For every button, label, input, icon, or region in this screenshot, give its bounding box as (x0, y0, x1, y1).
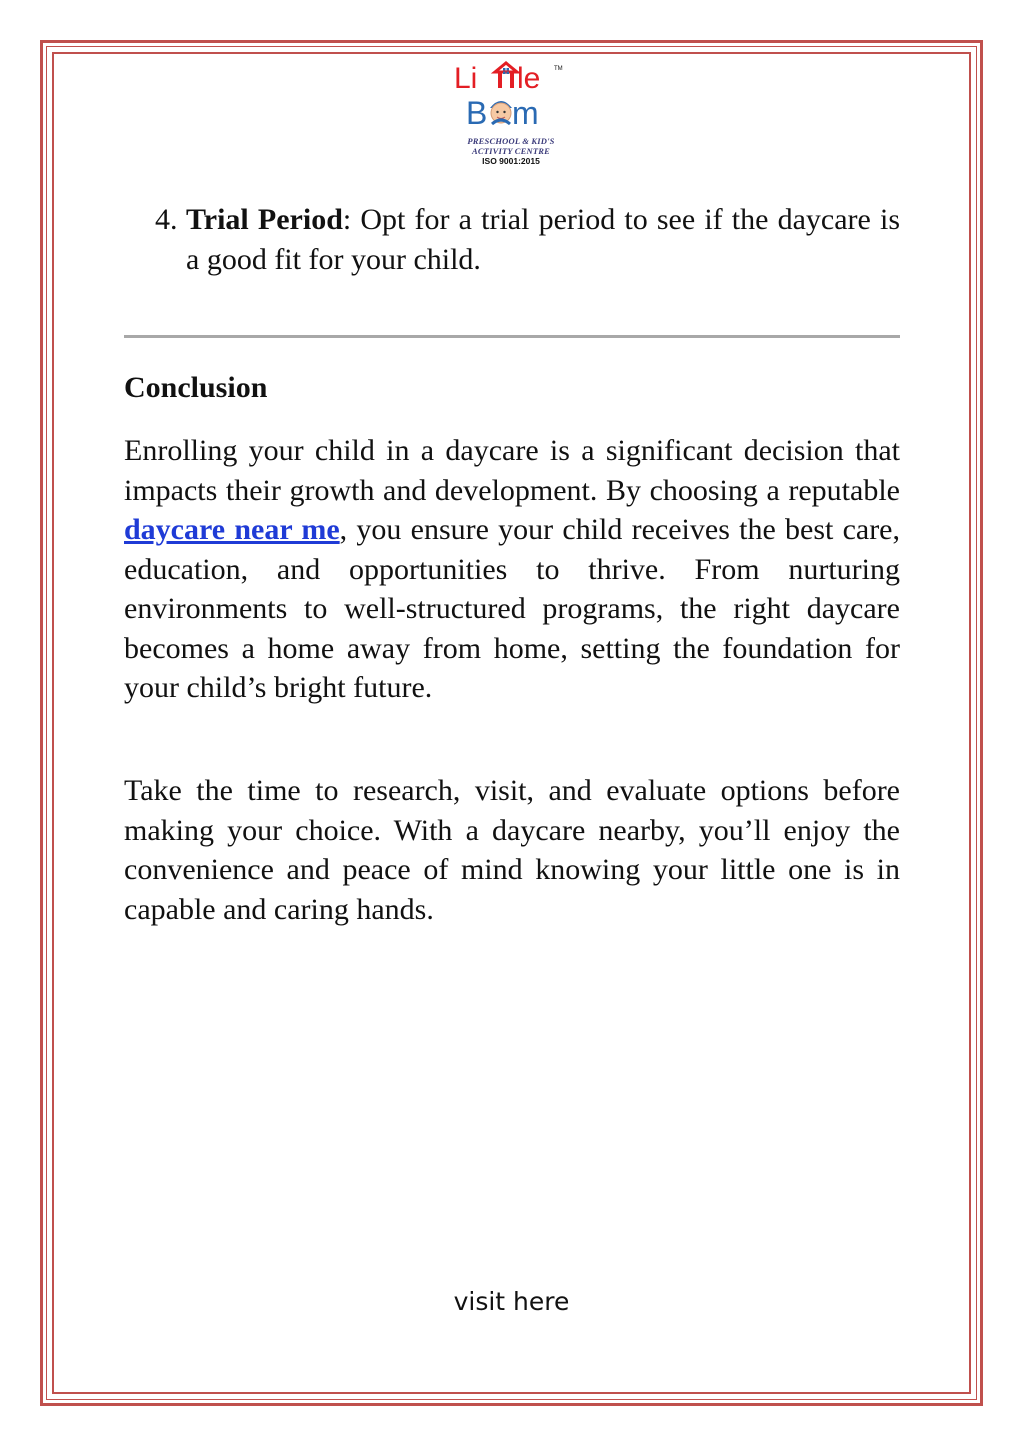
conclusion-paragraph-1 (124, 431, 900, 708)
list-number: 4. (155, 203, 178, 236)
logo-text-b: B (466, 95, 488, 131)
list-item-trial-period (155, 200, 900, 280)
daycare-near-me-link[interactable]: daycare near me (124, 513, 340, 546)
logo-tagline-line2: ACTIVITY CENTRE (471, 146, 551, 156)
list-item-text (186, 200, 900, 280)
logo-text-le: le (517, 62, 541, 95)
paragraph-text: , you ensure your child receives the best care, education, and opportunities to thrive. From nurturing environments to well-structured programs, the right daycare becomes a home away from home, setting the foundation for your child’s bright future. (124, 513, 901, 704)
logo-text-m: m (512, 95, 539, 131)
section-divider (124, 335, 900, 338)
baby-face-icon (490, 101, 512, 124)
list-item-description: : Opt for a trial period to see if the daycare is a good fit for your child. (186, 203, 900, 276)
trademark-mark: TM (554, 66, 563, 72)
conclusion-heading: Conclusion (124, 371, 268, 404)
iso-certification: ISO 9001:2015 (482, 156, 540, 166)
logo-text-li: Li (454, 62, 478, 95)
brand-logo (446, 58, 576, 176)
visit-here-link[interactable]: visit here (453, 1287, 570, 1316)
house-icon (495, 63, 517, 88)
logo-tagline-line1: PRESCHOOL & KID'S (467, 136, 555, 146)
conclusion-paragraph-2: Take the time to research, visit, and evaluate options before making your choice. With a daycare nearby, you’ll enjoy the convenience and peace of mind knowing your little one is in capable and caring hands. (124, 774, 900, 926)
list-item-term: Trial Period (186, 203, 343, 236)
paragraph-text: Enrolling your child in a daycare is a significant decision that impacts their growth and development. By choosing a reputable (124, 434, 900, 507)
logo-wordmark (446, 58, 576, 136)
